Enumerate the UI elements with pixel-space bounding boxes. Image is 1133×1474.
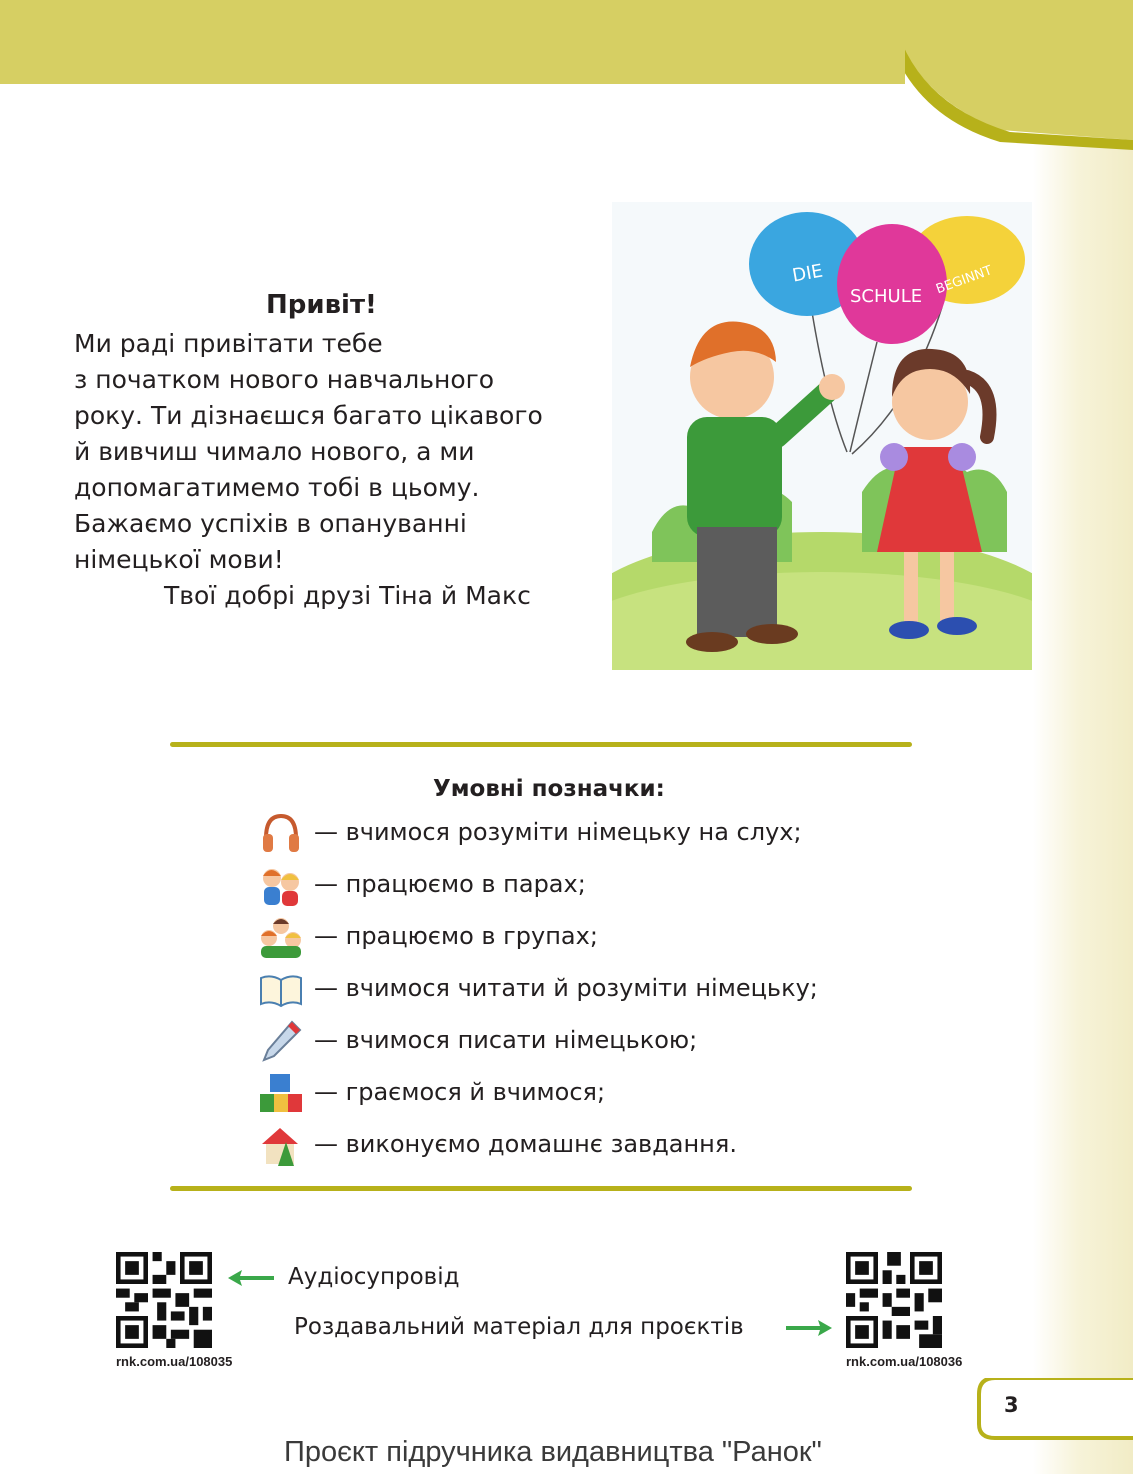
legend-item-writing [258,1018,878,1066]
greeting-signature: Твої добрі друзі Тіна й Макс [164,581,531,610]
arrow-left-icon [228,1270,276,1286]
legend-text: — виконуємо домашнє завдання. [314,1130,737,1158]
legend-text: — вчимося розуміти німецьку на слух; [314,818,802,846]
audio-label: Аудіосупровід [288,1264,460,1290]
legend-text: — граємося й вчимося; [314,1078,606,1106]
bottom-divider [170,1186,912,1191]
footer-note: Проєкт підручника видавництва "Ранок" [284,1436,822,1468]
greeting-line: й вивчиш чимало нового, а ми [74,437,475,466]
balloon-text-schule: SCHULE [850,286,923,307]
greeting-line: Бажаємо успіхів в опануванні [74,509,467,538]
home-letter-icon [258,1122,304,1168]
legend-item-groups [258,914,878,962]
legend-text: — вчимося писати німецькою; [314,1026,698,1054]
legend-item-reading [258,966,878,1014]
open-book-icon [258,966,304,1012]
side-color-band [1033,0,1133,1474]
legend-text: — працюємо в парах; [314,870,586,898]
group-kids-icon [258,914,304,960]
handouts-label: Роздавальний матеріал для проєктів [294,1314,744,1340]
arrow-right-icon [784,1320,832,1336]
greeting-line: допомагатимемо тобі в цьому. [74,473,480,502]
handouts-qr-url[interactable]: rnk.com.ua/108036 [846,1354,963,1369]
legend-item-homework [258,1122,878,1170]
legend-item-pairs [258,862,878,910]
legend-text: — працюємо в групах; [314,922,598,950]
headphones-icon [258,810,304,856]
letter-blocks-icon [258,1070,304,1116]
audio-qr-url[interactable]: rnk.com.ua/108035 [116,1354,233,1369]
top-color-band [0,0,1133,160]
balloon-text-beginnt: BEGINNT [934,263,995,298]
kids-with-balloons-illustration [612,202,1032,670]
balloon-text-die: DIE [790,260,825,287]
greeting-title: Привіт! [266,290,377,320]
legend-item-games [258,1070,878,1118]
top-divider [170,742,912,747]
pencil-icon [258,1018,304,1064]
handouts-qr-code[interactable] [846,1252,942,1348]
greeting-line: року. Ти дізнаєшся багато цікавого [74,401,543,430]
pair-kids-icon [258,862,304,908]
greeting-line: з початком нового навчального [74,365,495,394]
legend-title: Умовні позначки: [433,776,665,802]
page-number-tab [975,1378,1133,1440]
audio-qr-code[interactable] [116,1252,212,1348]
greeting-line: Ми раді привітати тебе [74,329,383,358]
legend-item-listening [258,810,878,858]
legend-text: — вчимося читати й розуміти німецьку; [314,974,818,1002]
page-number: 3 [1004,1393,1019,1417]
greeting-line: німецької мови! [74,545,284,574]
